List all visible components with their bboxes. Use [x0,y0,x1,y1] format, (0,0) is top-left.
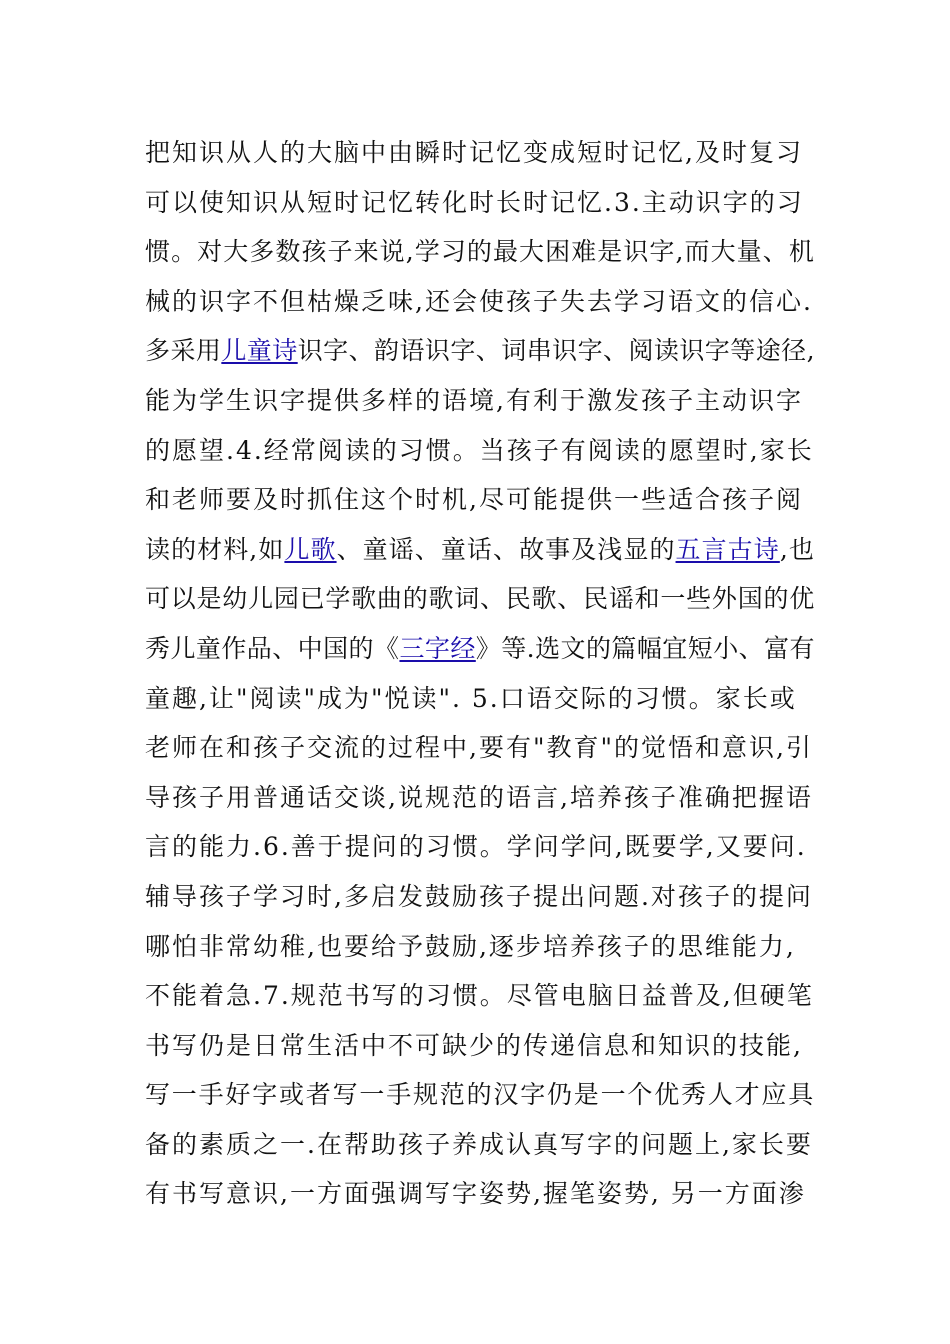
body-text [145,128,815,1219]
text-line [145,773,815,823]
text-line [145,227,815,277]
inline-link[interactable]: 儿歌 [284,534,337,564]
text-line [145,277,815,327]
text-segment: 有书写意识,一方面强调写字姿势,握笔姿势, 另一方面渗 [145,1179,806,1209]
text-segment: 可以使知识从短时记忆转化时长时记忆.3.主动识字的习 [145,187,804,217]
text-line [145,128,815,178]
text-line [145,624,815,674]
text-segment: 辅导孩子学习时,多启发鼓励孩子提出问题.对孩子的提问 [145,881,813,911]
text-segment: 言的能力.6.善于提问的习惯。学问学问,既要学,又要问. [145,832,807,862]
text-segment: 》等.选文的篇幅宜短小、富有 [475,633,815,663]
text-segment: 的愿望.4.经常阅读的习惯。当孩子有阅读的愿望时,家长 [145,435,814,465]
text-line [145,971,815,1021]
inline-link[interactable]: 三字经 [399,633,476,663]
text-line [145,723,815,773]
text-line [145,178,815,228]
text-line [145,1169,815,1219]
text-segment: 秀儿童作品、中国的《 [145,633,400,663]
text-segment: 识字、韵语识字、词串识字、阅读识字等途径, [297,336,815,366]
text-segment: 书写仍是日常生活中不可缺少的传递信息和知识的技能, [145,1030,803,1060]
text-segment: 惯。对大多数孩子来说,学习的最大困难是识字,而大量、机 [145,237,815,267]
text-segment: ,也 [779,534,815,564]
text-segment: 不能着急.7.规范书写的习惯。尽管电脑日益普及,但硬笔 [145,981,814,1011]
text-segment: 能为学生识字提供多样的语境,有利于激发孩子主动识字 [145,385,803,415]
text-segment: 老师在和孩子交流的过程中,要有"教育"的觉悟和意识,引 [145,733,813,763]
text-segment: 备的素质之一.在帮助孩子养成认真写字的问题上,家长要 [145,1129,813,1159]
text-line [145,922,815,972]
text-line [145,822,815,872]
text-line [145,426,815,476]
text-segment: 可以是幼儿园已学歌曲的歌词、民歌、民谣和一些外国的优 [145,584,816,614]
text-segment: 童趣,让"阅读"成为"悦读". 5.口语交际的习惯。家长或 [145,683,797,713]
inline-link[interactable]: 儿童诗 [221,336,298,366]
text-segment: 和老师要及时抓住这个时机,尽可能提供一些适合孩子阅 [145,485,803,515]
text-segment: 多采用 [145,336,222,366]
text-segment: 导孩子用普通话交谈,说规范的语言,培养孩子准确把握语 [145,782,813,812]
text-line [145,872,815,922]
text-segment: 把知识从人的大脑中由瞬时记忆变成短时记忆,及时复习 [145,138,803,167]
text-line [145,574,815,624]
inline-link[interactable]: 五言古诗 [675,534,780,564]
text-line [145,674,815,724]
text-segment: 械的识字不但枯燥乏味,还会使孩子失去学习语文的信心. [145,286,813,316]
text-line [145,475,815,525]
text-line [145,1021,815,1071]
text-segment: 读的材料,如 [145,534,285,564]
text-line [145,525,815,575]
text-segment: 哪怕非常幼稚,也要给予鼓励,逐步培养孩子的思维能力, [145,931,796,961]
text-line [145,1070,815,1120]
text-line [145,326,815,376]
text-line [145,376,815,426]
text-segment: 写一手好字或者写一手规范的汉字仍是一个优秀人才应具 [145,1080,816,1110]
text-segment: 、童谣、童话、故事及浅显的 [336,534,676,564]
text-line [145,1120,815,1170]
